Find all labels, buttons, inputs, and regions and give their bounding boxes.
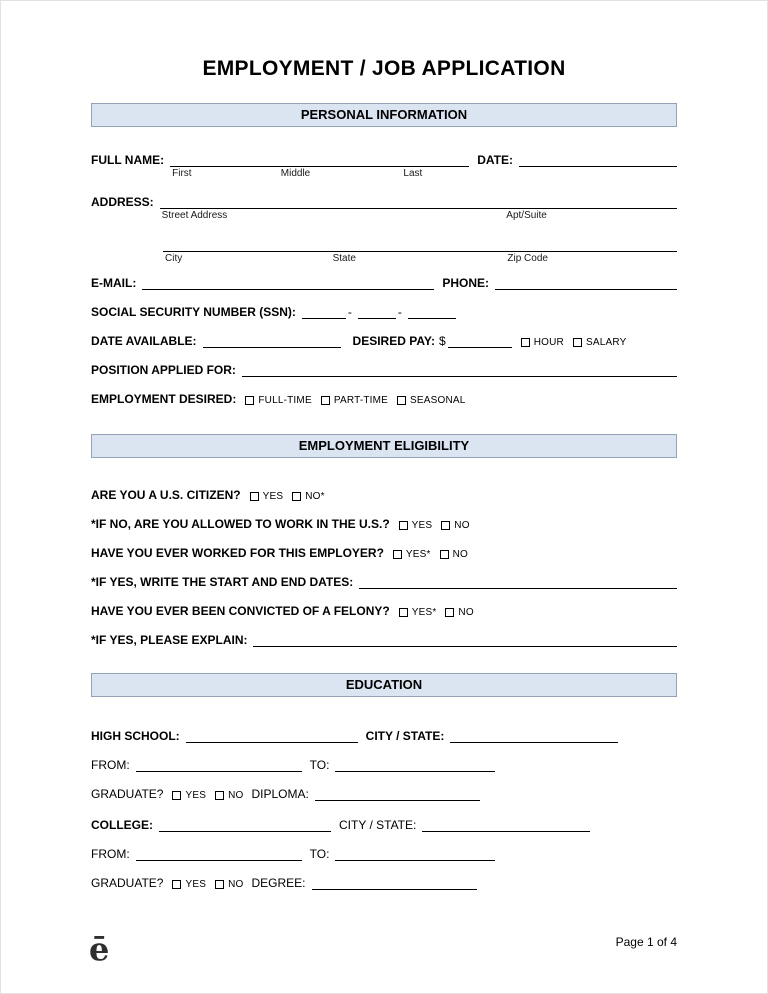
college-city-state-field[interactable] (422, 819, 590, 832)
hs-to-field[interactable] (335, 759, 495, 772)
degree-field[interactable] (312, 877, 477, 890)
citizen-yes-option (250, 491, 284, 502)
hs-graduate-yes-checkbox[interactable] (172, 791, 181, 800)
felony-question-label: HAVE YOU EVER BEEN CONVICTED OF A FELONY? (91, 604, 390, 618)
college-from-label: FROM: (91, 847, 130, 861)
allowed-yes-option (399, 520, 433, 531)
page-number: Page 1 of 4 (615, 935, 677, 949)
hs-graduate-no-option (215, 790, 243, 801)
hs-city-state-field[interactable] (450, 730, 618, 743)
college-city-state-label: CITY / STATE: (339, 818, 417, 832)
college-graduate-row (91, 876, 677, 890)
state-sublabel: State (332, 253, 356, 264)
eforms-logo (89, 930, 110, 968)
full-time-label: FULL-TIME (258, 395, 312, 406)
allowed-question-row (91, 517, 677, 531)
phone-label: PHONE: (442, 276, 489, 290)
full-name-row (91, 153, 677, 179)
hour-option (521, 337, 564, 348)
start-end-dates-label: *IF YES, WRITE THE START AND END DATES: (91, 575, 354, 589)
hour-checkbox[interactable] (521, 338, 530, 347)
part-time-checkbox[interactable] (321, 396, 330, 405)
worked-yes-checkbox[interactable] (393, 550, 402, 559)
hs-city-state-label: CITY / STATE: (365, 729, 445, 743)
street-address-sublabel: Street Address (161, 210, 228, 221)
address-label: ADDRESS: (91, 195, 154, 209)
middle-sublabel: Middle (280, 168, 311, 179)
ssn-label: SOCIAL SECURITY NUMBER (SSN): (91, 305, 296, 319)
felony-no-option (445, 607, 473, 618)
worked-no-option (440, 549, 468, 560)
high-school-label: HIGH SCHOOL: (91, 729, 180, 743)
date-label: DATE: (477, 153, 513, 167)
college-graduate-no-checkbox[interactable] (215, 880, 224, 889)
salary-option (573, 337, 626, 348)
date-available-label: DATE AVAILABLE: (91, 334, 197, 348)
seasonal-option (397, 395, 466, 406)
worked-question-label: HAVE YOU EVER WORKED FOR THIS EMPLOYER? (91, 546, 384, 560)
felony-yes-checkbox[interactable] (399, 608, 408, 617)
college-graduate-yes-option (172, 879, 206, 890)
felony-no-checkbox[interactable] (445, 608, 454, 617)
currency-sign: $ (439, 334, 446, 348)
hs-graduate-label: GRADUATE? (91, 787, 164, 801)
hs-to-label: TO: (309, 758, 330, 772)
email-field[interactable] (142, 277, 434, 290)
citizen-no-option (292, 491, 325, 502)
citizen-no-label: NO* (305, 491, 325, 502)
full-time-option (245, 395, 311, 406)
allowed-no-option (441, 520, 469, 531)
college-graduate-label: GRADUATE? (91, 876, 164, 890)
salary-checkbox[interactable] (573, 338, 582, 347)
college-graduate-yes-label: YES (185, 879, 207, 890)
city-sublabel: City (165, 253, 183, 264)
diploma-field[interactable] (315, 788, 480, 801)
college-row (91, 818, 677, 832)
eforms-logo-glyph: ē (89, 930, 110, 968)
hour-label: HOUR (533, 337, 564, 348)
citizen-yes-label: YES (262, 491, 284, 502)
desired-pay-label: DESIRED PAY: (352, 334, 436, 348)
college-field[interactable] (159, 819, 331, 832)
employment-desired-label: EMPLOYMENT DESIRED: (91, 392, 237, 406)
hs-from-label: FROM: (91, 758, 130, 772)
zip-code-sublabel: Zip Code (507, 253, 548, 264)
allowed-yes-checkbox[interactable] (399, 521, 408, 530)
diploma-label: DIPLOMA: (251, 787, 309, 801)
felony-question-row (91, 604, 677, 618)
hs-from-to-row (91, 758, 677, 772)
hs-graduate-no-checkbox[interactable] (215, 791, 224, 800)
explain-label: *IF YES, PLEASE EXPLAIN: (91, 633, 248, 647)
apt-suite-sublabel: Apt/Suite (506, 210, 547, 221)
hs-graduate-row (91, 787, 677, 801)
address-row-2 (91, 239, 677, 264)
worked-question-row (91, 546, 677, 560)
hs-graduate-no-label: NO (228, 790, 244, 801)
form-title: EMPLOYMENT / JOB APPLICATION (202, 57, 566, 80)
full-name-field[interactable] (170, 154, 469, 179)
hs-from-field[interactable] (136, 759, 302, 772)
email-label: E-MAIL: (91, 276, 137, 290)
citizen-question-row (91, 488, 677, 502)
college-label: COLLEGE: (91, 818, 153, 832)
city-state-zip-field[interactable] (163, 239, 677, 264)
section-header-personal-information: PERSONAL INFORMATION (91, 103, 677, 127)
section-header-education: EDUCATION (91, 673, 677, 697)
degree-label: DEGREE: (251, 876, 306, 890)
ssn-row (91, 305, 677, 319)
college-graduate-no-label: NO (228, 879, 244, 890)
high-school-row (91, 729, 677, 743)
position-row (91, 363, 677, 377)
allowed-no-label: NO (454, 520, 470, 531)
worked-yes-option (393, 549, 431, 560)
part-time-label: PART-TIME (333, 395, 389, 406)
allowed-yes-label: YES (411, 520, 433, 531)
worked-no-label: NO (452, 549, 469, 560)
seasonal-label: SEASONAL (410, 395, 466, 406)
start-end-dates-row (91, 575, 677, 589)
start-end-dates-field[interactable] (359, 576, 677, 589)
citizen-no-checkbox[interactable] (292, 492, 301, 501)
address-row (91, 195, 677, 221)
first-sublabel: First (172, 168, 192, 179)
date-field[interactable] (519, 154, 677, 167)
college-graduate-no-option (215, 879, 243, 890)
ssn-field-2[interactable] (358, 306, 396, 319)
position-applied-label: POSITION APPLIED FOR: (91, 363, 236, 377)
college-to-field[interactable] (335, 848, 495, 861)
street-address-field[interactable] (160, 196, 677, 221)
part-time-option (321, 395, 388, 406)
salary-label: SALARY (585, 337, 627, 348)
allowed-no-checkbox[interactable] (441, 521, 450, 530)
ssn-dash-1: - (347, 305, 352, 319)
email-phone-row (91, 276, 677, 290)
felony-yes-label: YES* (411, 607, 437, 618)
ssn-field-1[interactable] (302, 306, 346, 319)
position-applied-field[interactable] (242, 364, 677, 377)
explain-row (91, 633, 677, 647)
hs-graduate-yes-option (172, 790, 206, 801)
phone-field[interactable] (495, 277, 677, 290)
citizen-question-label: ARE YOU A U.S. CITIZEN? (91, 488, 241, 502)
explain-field[interactable] (253, 634, 677, 647)
ssn-field-3[interactable] (408, 306, 456, 319)
worked-yes-label: YES* (405, 549, 431, 560)
worked-no-checkbox[interactable] (440, 550, 449, 559)
high-school-field[interactable] (186, 730, 358, 743)
seasonal-checkbox[interactable] (397, 396, 406, 405)
college-graduate-yes-checkbox[interactable] (172, 880, 181, 889)
date-available-row (91, 334, 677, 348)
felony-yes-option (399, 607, 437, 618)
college-to-label: TO: (309, 847, 330, 861)
citizen-yes-checkbox[interactable] (250, 492, 259, 501)
hs-graduate-yes-label: YES (185, 790, 207, 801)
allowed-question-label: *IF NO, ARE YOU ALLOWED TO WORK IN THE U.S.? (91, 517, 390, 531)
full-name-label: FULL NAME: (91, 153, 165, 167)
full-time-checkbox[interactable] (245, 396, 254, 405)
employment-desired-row (91, 392, 677, 406)
college-from-field[interactable] (136, 848, 302, 861)
date-available-field[interactable] (203, 335, 341, 348)
desired-pay-field[interactable] (448, 335, 512, 348)
ssn-dash-2: - (397, 305, 402, 319)
college-from-to-row (91, 847, 677, 861)
felony-no-label: NO (458, 607, 474, 618)
section-header-employment-eligibility: EMPLOYMENT ELIGIBILITY (91, 434, 677, 458)
last-sublabel: Last (403, 168, 423, 179)
